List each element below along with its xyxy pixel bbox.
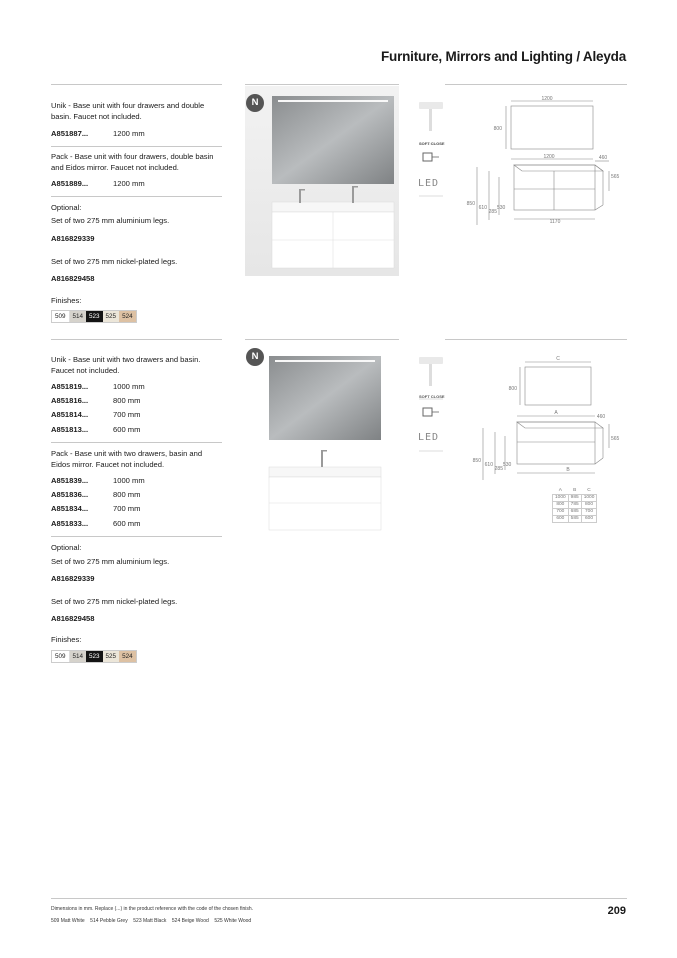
- dim-table-header: B: [573, 487, 577, 493]
- product-size: 1200 mm: [113, 129, 145, 138]
- finish-523-swatch[interactable]: 523: [86, 311, 103, 322]
- dimension-label: 1200: [541, 96, 553, 102]
- section2-legs-aluminium-code: A816829339: [51, 574, 95, 583]
- section1-top-rule: [51, 84, 222, 85]
- section1-optional-label: Optional:: [51, 203, 82, 212]
- dimension-label: C: [556, 356, 560, 362]
- product-code: A851819...: [51, 382, 89, 391]
- section2-top-rule-mid: [245, 339, 399, 340]
- dim-table-cell: 585: [568, 515, 581, 522]
- dimension-label: 565: [611, 174, 620, 180]
- section2-pack-row: [51, 476, 145, 486]
- section2-pack-row: [51, 490, 140, 500]
- dimension-label: 850: [472, 458, 481, 464]
- section2-divider-b: [51, 536, 222, 537]
- dim-table-row: [553, 515, 597, 522]
- section2-divider-a: [51, 442, 222, 443]
- dimension-label: 460: [598, 155, 608, 161]
- product-size: 1000 mm: [113, 382, 145, 391]
- dimension-label: 1170: [549, 219, 561, 225]
- dimension-label: A: [554, 410, 558, 416]
- section1-legs-aluminium-code: A816829339: [51, 234, 95, 243]
- section2-unik-row: [51, 425, 140, 435]
- section2-pack-row: [51, 519, 140, 529]
- product-code: A851814...: [51, 410, 89, 419]
- section1-led-icon: LED: [418, 178, 440, 189]
- product-code: A851813...: [51, 425, 89, 434]
- page-number: 209: [607, 905, 626, 917]
- product-size: 700 mm: [113, 504, 141, 513]
- section2-legs-nickel: Set of two 275 mm nickel-plated legs.: [51, 597, 178, 606]
- section1-finishes-label: Finishes:: [51, 296, 82, 305]
- dimension-label: 460: [596, 414, 606, 420]
- section1-technical-drawing: [455, 95, 620, 235]
- dimension-label: 565: [611, 436, 620, 442]
- dimension-label: 610: [484, 462, 493, 468]
- section2-soft-close-label: SOFT CLOSE: [419, 394, 445, 399]
- footer-dimensions-note: Dimensions in mm. Replace (...) in the product reference with the code of the chosen finish.: [51, 906, 254, 912]
- section2-technical-drawing: [455, 352, 620, 492]
- finish-525-swatch[interactable]: 525: [103, 651, 120, 662]
- product-size: 1000 mm: [113, 476, 145, 485]
- basin-pedestal-icon: [429, 109, 432, 131]
- section1-divider-a: [51, 146, 222, 147]
- section1-soft-close-label: SOFT CLOSE: [419, 141, 445, 146]
- dim-table-cell: 1000: [581, 494, 597, 501]
- product-code: A851833...: [51, 519, 89, 528]
- section2-unik-row: [51, 382, 145, 392]
- section2-product-photo: [245, 341, 399, 531]
- dim-table-cell: 685: [568, 508, 581, 515]
- drawer-icon: [423, 153, 432, 161]
- dim-table-row: [553, 508, 597, 515]
- section1-pack-description: Pack - Base unit with four drawers, double basin and Eidos mirror. Faucet not included.: [51, 152, 214, 172]
- dim-table-cell: 800: [581, 501, 597, 508]
- finish-523-swatch[interactable]: 523: [86, 651, 103, 662]
- product-size: 1200 mm: [113, 179, 145, 188]
- section1-top-rule-mid: [245, 84, 399, 85]
- product-code: A851889...: [51, 179, 89, 188]
- dimension-label: 530: [497, 205, 506, 211]
- section2-finish-swatches: [51, 650, 137, 663]
- finish-524-swatch[interactable]: 524: [119, 311, 136, 322]
- section2-unik-row: [51, 410, 140, 420]
- section1-pack-row: [51, 179, 145, 189]
- section2-legs-nickel-code: A816829458: [51, 614, 95, 623]
- section2-pack-description: Pack - Base unit with two drawers, basin and Eidos mirror. Faucet not included.: [51, 449, 203, 469]
- basin-icon: [419, 357, 443, 364]
- dim-table-header: C: [587, 487, 591, 493]
- finish-525-swatch[interactable]: 525: [103, 311, 120, 322]
- dim-table-header: A: [558, 487, 562, 493]
- section2-new-badge: N: [246, 348, 264, 366]
- basin-icon: [419, 102, 443, 109]
- footer-rule: [51, 898, 627, 899]
- dimension-label: 285: [494, 466, 503, 472]
- section1-unik-description: Unik - Base unit with four drawers and double basin. Faucet not included.: [51, 101, 205, 121]
- finish-514-swatch[interactable]: 514: [70, 651, 87, 662]
- dimension-label: B: [566, 467, 570, 473]
- drawer-icon: [423, 408, 432, 416]
- product-size: 800 mm: [113, 396, 141, 405]
- dim-table-row: [553, 494, 597, 501]
- dimension-label: 800: [508, 386, 517, 392]
- page-title: Furniture, Mirrors and Lighting / Aleyda: [380, 49, 626, 64]
- dimension-label: 800: [493, 126, 502, 132]
- product-size: 600 mm: [113, 519, 141, 528]
- section1-unik-row: [51, 129, 145, 139]
- product-code: A851887...: [51, 129, 89, 138]
- section1-new-badge: N: [246, 94, 264, 112]
- dimension-label: 850: [466, 201, 475, 207]
- finish-509-swatch[interactable]: 509: [52, 651, 70, 662]
- section1-legs-nickel: Set of two 275 mm nickel-plated legs.: [51, 257, 178, 266]
- product-size: 800 mm: [113, 490, 141, 499]
- basin-pedestal-icon: [429, 364, 432, 386]
- section1-product-photo: [245, 86, 399, 276]
- section2-unik-row: [51, 396, 140, 406]
- dim-table-cell: 785: [568, 501, 581, 508]
- dim-table-cell: 985: [568, 494, 581, 501]
- section2-finishes-label: Finishes:: [51, 635, 82, 644]
- product-size: 700 mm: [113, 410, 141, 419]
- section2-dimension-table: [552, 487, 597, 523]
- dim-table-cell: 700: [553, 508, 569, 515]
- dim-table-cell: 600: [553, 515, 569, 522]
- product-size: 600 mm: [113, 425, 141, 434]
- footer-finish-legend: 509 Matt White 514 Pebble Grey 523 Matt Black 524 Beige Wood 525 White Wood: [51, 918, 252, 924]
- section2-optional-label: Optional:: [51, 543, 82, 552]
- dim-table-cell: 700: [581, 508, 597, 515]
- section1-legs-aluminium: Set of two 275 mm aluminium legs.: [51, 216, 170, 225]
- dimension-label: 285: [488, 209, 497, 215]
- finish-524-swatch[interactable]: 524: [119, 651, 136, 662]
- section1-top-rule-right: [445, 84, 627, 85]
- finish-514-swatch[interactable]: 514: [70, 311, 87, 322]
- dim-table-cell: 800: [553, 501, 569, 508]
- dim-table-row: [553, 501, 597, 508]
- dim-table-cell: 600: [581, 515, 597, 522]
- section2-led-icon: LED: [418, 432, 440, 443]
- section2-pack-row: [51, 504, 140, 514]
- finish-509-swatch[interactable]: 509: [52, 311, 70, 322]
- section2-unik-description: Unik - Base unit with two drawers and basin. Faucet not included.: [51, 355, 201, 375]
- dimension-label: 530: [503, 462, 512, 468]
- section2-top-rule: [51, 339, 222, 340]
- dim-table-cell: 1000: [553, 494, 569, 501]
- section1-finish-swatches: [51, 310, 137, 323]
- dimension-label: 610: [478, 205, 487, 211]
- product-code: A851836...: [51, 490, 89, 499]
- section2-top-rule-right: [445, 339, 627, 340]
- product-code: A851834...: [51, 504, 89, 513]
- product-code: A851816...: [51, 396, 89, 405]
- section2-legs-aluminium: Set of two 275 mm aluminium legs.: [51, 557, 170, 566]
- product-code: A851839...: [51, 476, 89, 485]
- section1-divider-b: [51, 196, 222, 197]
- section1-legs-nickel-code: A816829458: [51, 274, 95, 283]
- dimension-label: 1200: [543, 154, 555, 160]
